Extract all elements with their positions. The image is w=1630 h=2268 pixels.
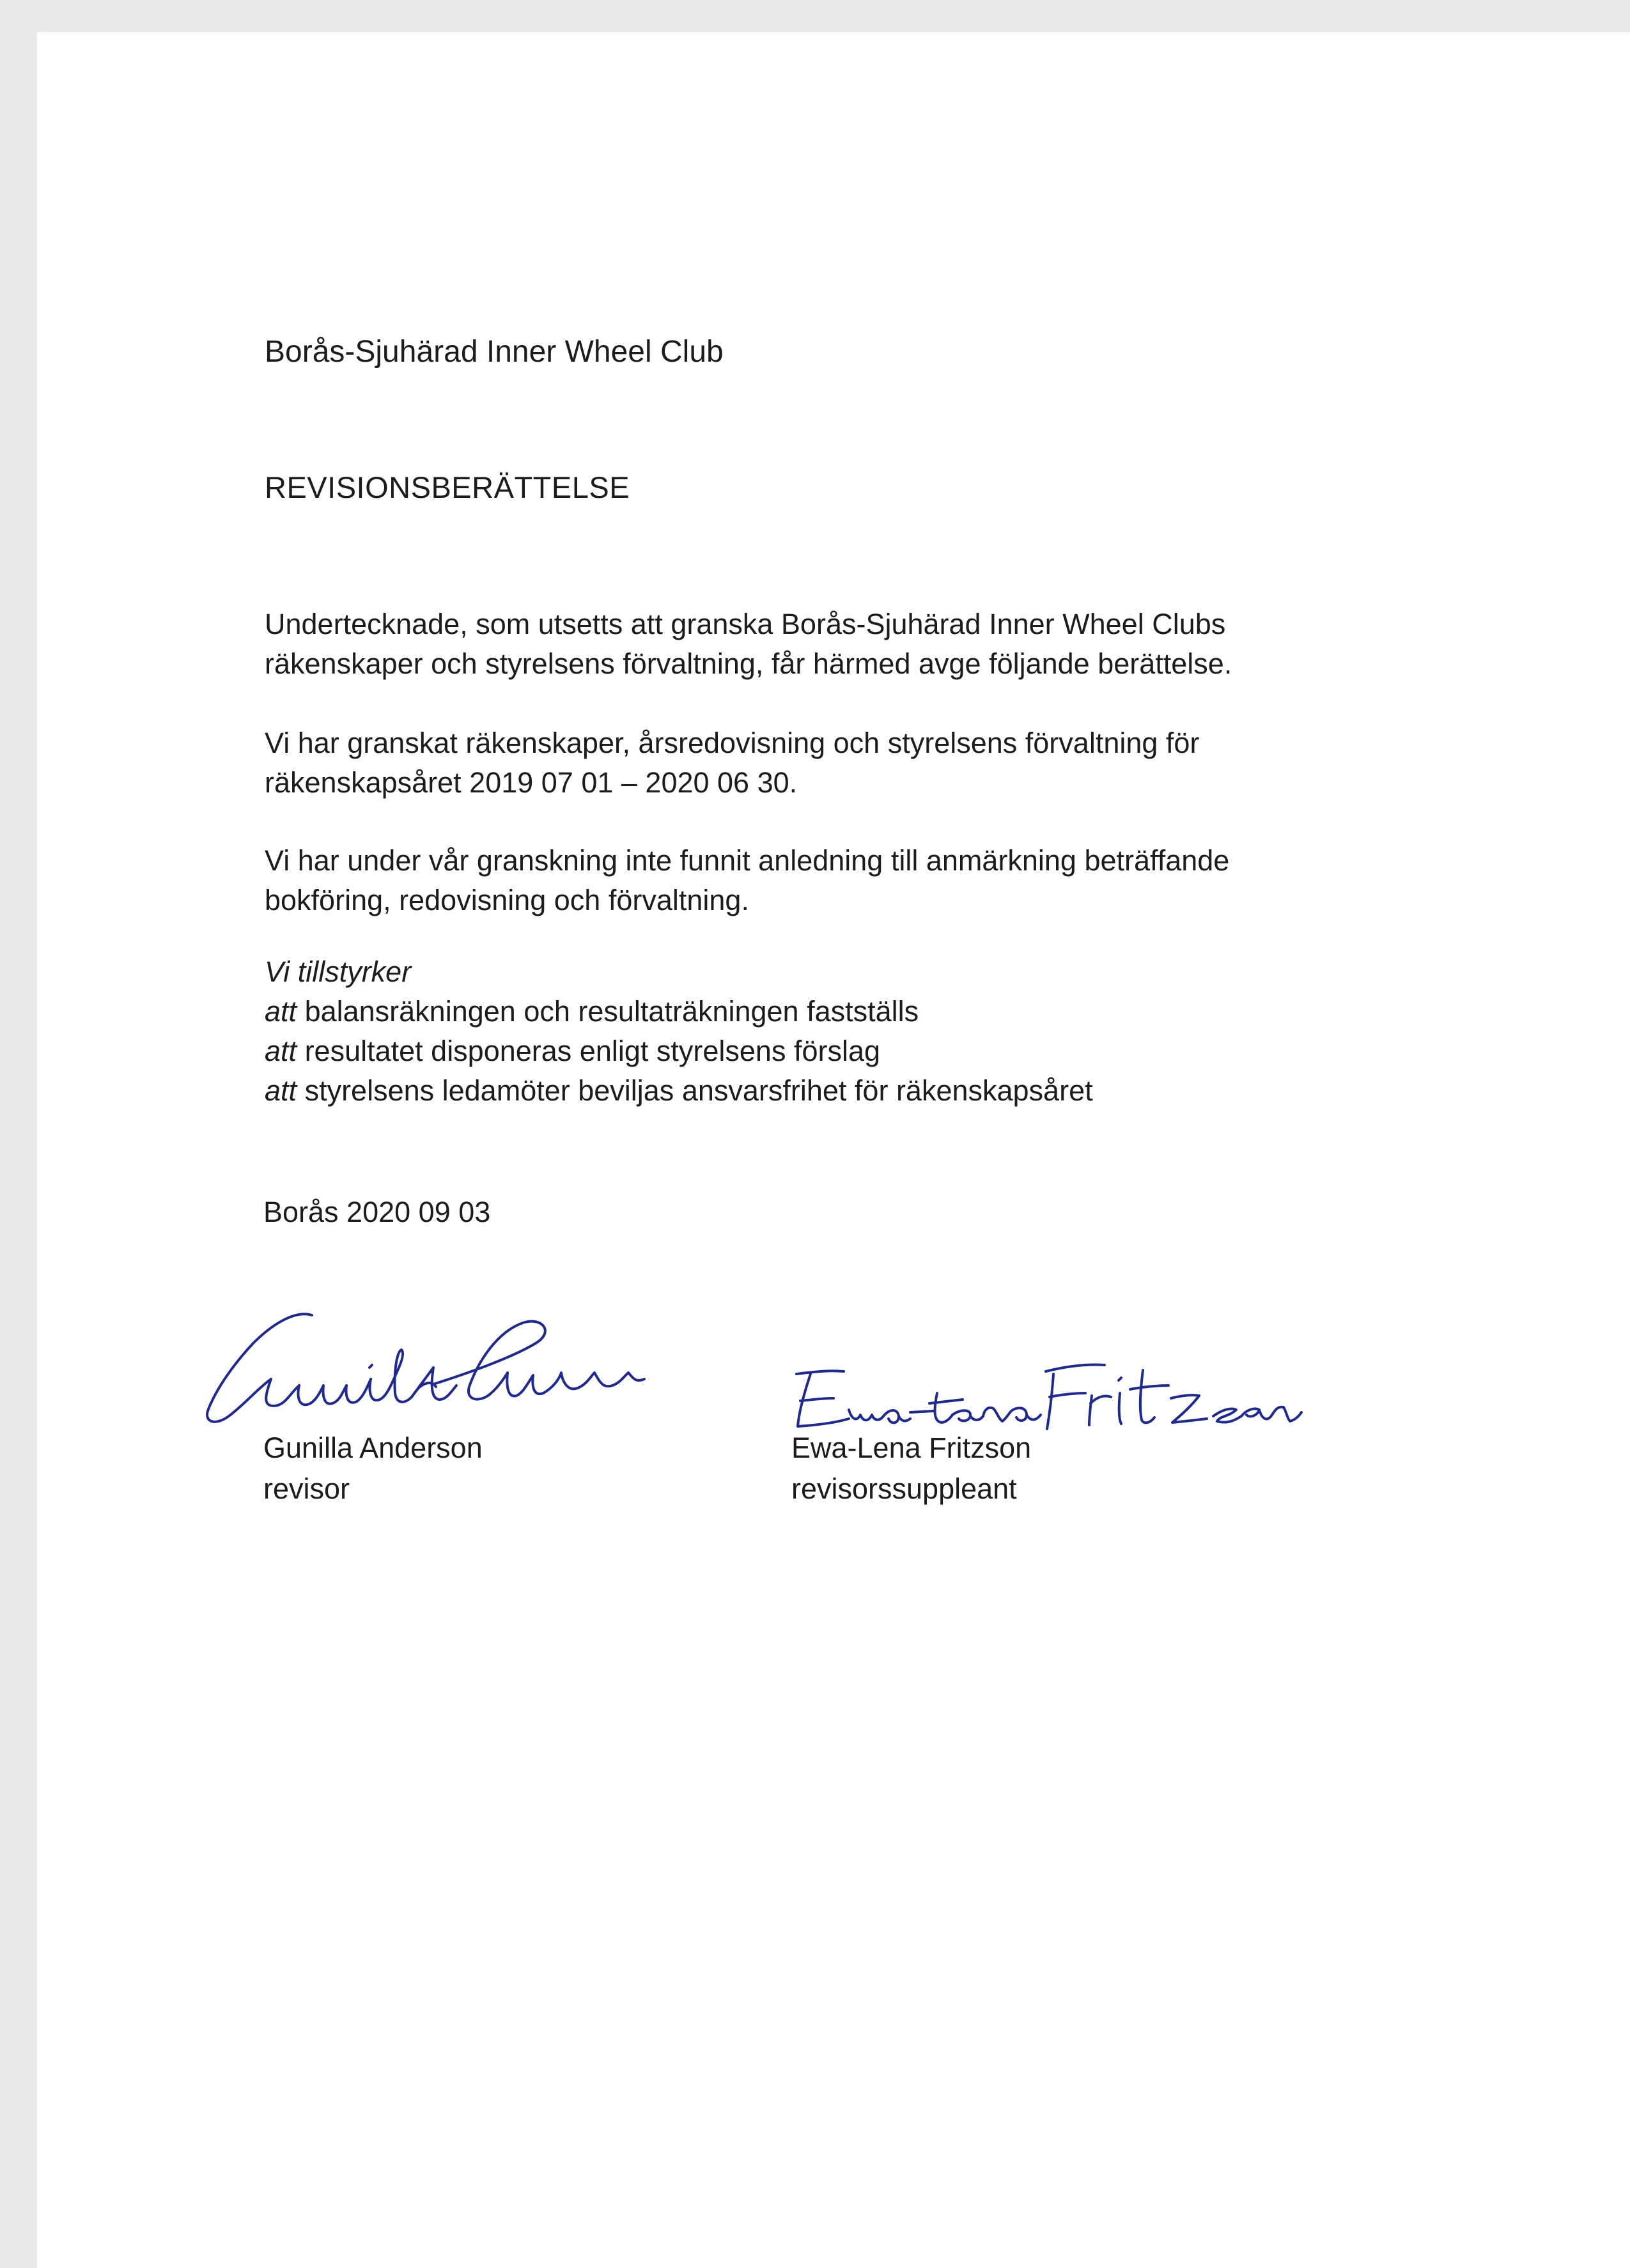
signature-gunilla-anderson (178, 1304, 651, 1438)
att-word: att (265, 1074, 297, 1107)
document-heading: REVISIONSBERÄTTELSE (265, 470, 630, 504)
recommendation-text: styrelsens ledamöter beviljas ansvarsfrihet för räkenskapsåret (304, 1074, 1093, 1107)
paragraph-finding (265, 841, 1229, 920)
recommendation-intro: Vi tillstyrker (265, 955, 412, 988)
paragraph-intro (265, 605, 1232, 684)
paragraph-line: Vi har under vår granskning inte funnit anledning till anmärkning beträffande (265, 844, 1230, 877)
att-word: att (265, 995, 297, 1028)
recommendation-item (265, 1071, 1093, 1111)
paragraph-line: räkenskaper och styrelsens förvaltning, får härmed avge följande berättelse. (265, 647, 1232, 680)
signatory-name: Ewa-Lena Fritzson (791, 1431, 1032, 1464)
signatory-left (263, 1428, 483, 1509)
signatory-role: revisorssuppleant (791, 1472, 1017, 1505)
paragraph-line: bokföring, redovisning och förvaltning. (265, 884, 749, 916)
signatory-right (791, 1428, 1031, 1509)
recommendation-text: balansräkningen och resultaträkningen fastställs (304, 995, 919, 1028)
paragraph-line: Undertecknade, som utsetts att granska Borås-Sjuhärad Inner Wheel Clubs (265, 608, 1226, 640)
place-and-date: Borås 2020 09 03 (263, 1196, 491, 1228)
paragraph-line: räkenskapsåret 2019 07 01 – 2020 06 30. (265, 766, 798, 799)
paragraph-line: Vi har granskat räkenskaper, årsredovisning och styrelsens förvaltning för (265, 727, 1200, 759)
paragraph-scope (265, 723, 1199, 803)
recommendation-item (265, 992, 1093, 1031)
signature-ewa-lena-fritzson (785, 1355, 1303, 1438)
signatory-name: Gunilla Anderson (263, 1431, 483, 1464)
recommendation-text: resultatet disponeras enligt styrelsens förslag (304, 1035, 881, 1067)
club-name: Borås-Sjuhärad Inner Wheel Club (265, 335, 724, 369)
recommendation-block (265, 952, 1093, 1111)
document-page (37, 32, 1630, 2268)
recommendation-item (265, 1031, 1093, 1071)
att-word: att (265, 1035, 297, 1067)
signatory-role: revisor (263, 1472, 350, 1505)
